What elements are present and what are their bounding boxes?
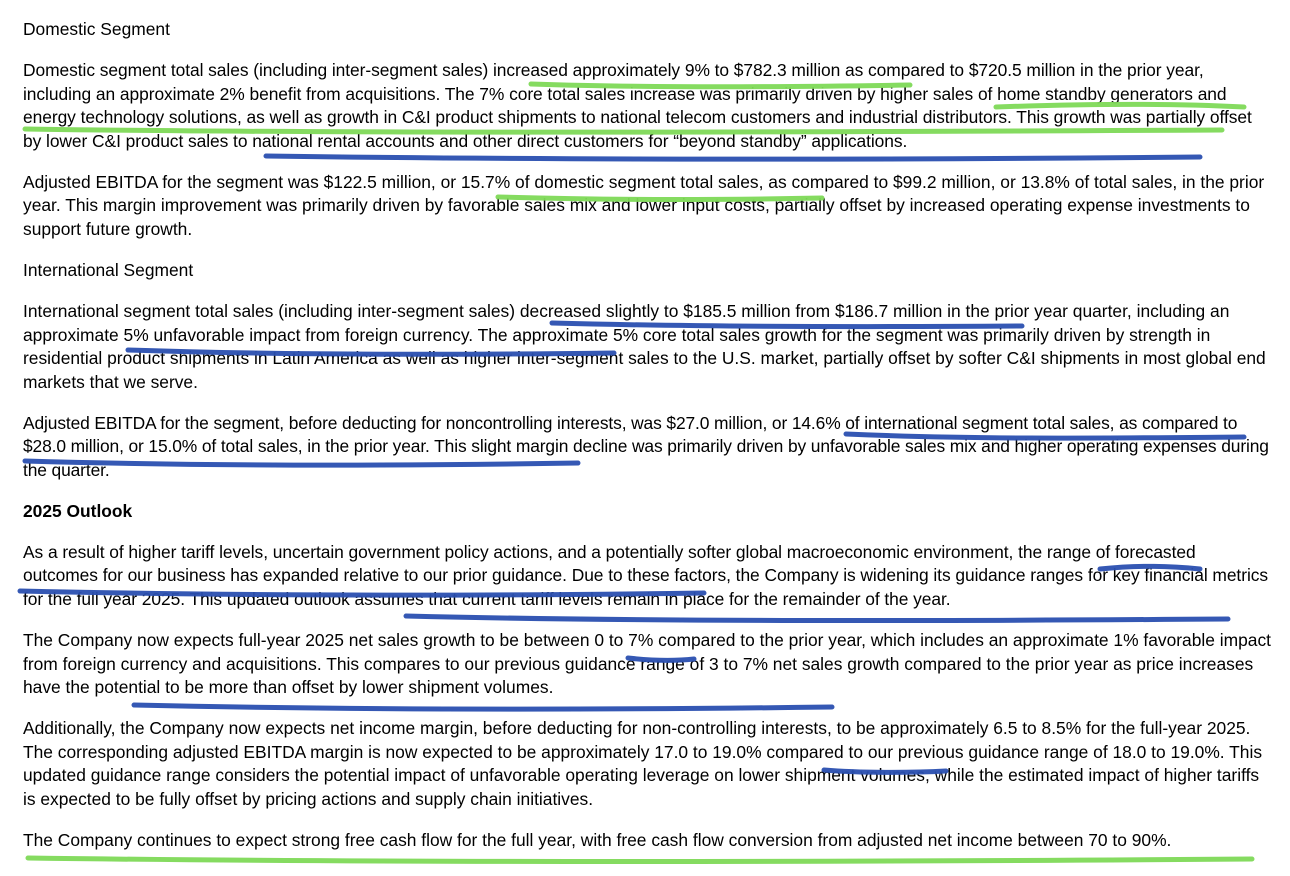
outlook-paragraph-margins: Additionally, the Company now expects net income margin, before deducting for non-controlling interests, to be approximately 6.5 to 8.5% for the full-year 2025. The corresponding adjusted EBITDA margin is now expected to be approximately 17.0 to 19.0% compared to our previous guidance range of 18.0 to 19.0%. This updated guidance range considers the potential impact of unfavorable operating leverage on lower shipment volumes, while the estimated impact of higher tariffs is expected to be fully offset by pricing actions and supply chain initiatives. — [23, 718, 1263, 809]
international-ebitda-paragraph: Adjusted EBITDA for the segment, before deducting for noncontrolling interests, was $27.0 million, or 14.6% of international segment total sales, as compared to $28.0 million, or 15.0% of total sales, in the prior year. This slight margin decline was primarily driven by unfavorable sales mix and higher operating expenses during the quarter. — [23, 412, 1269, 480]
outlook-paragraph-net-sales: The Company now expects full-year 2025 net sales growth to be between 0 to 7% compared to the prior year, which includes an approximate 1% favorable impact from foreign currency and acquisitions. This compares to our previous guidance range of 3 to 7% net sales growth compared to the prior year as price increases have the potential to be more than offset by lower shipment volumes. — [23, 630, 1271, 698]
outlook-heading: 2025 Outlook — [23, 500, 133, 521]
domestic-sales-paragraph: Domestic segment total sales (including inter-segment sales) increased approximately 9% to $782.3 million as compared to $720.5 million in the prior year, including an approximate 2% benefit from acquisitions. The 7% core total sales increase was primarily driven by higher sales of home standby generators and energy technology solutions, as well as growth in C&I product shipments to national telecom customers and industrial distributors. This growth was partially offset by lower C&I product sales to national rental accounts and other direct customers for “beyond standby” applications. — [23, 59, 1252, 151]
international-sales-paragraph: International segment total sales (including inter-segment sales) decreased slightly to $185.5 million from $186.7 million in the prior year quarter, including an approximate 5% unfavorable impact from foreign currency. The approximate 5% core total sales growth for the segment was primarily driven by strength in residential product shipments in Latin America as well as higher inter-segment sales to the U.S. market, partially offset by softer C&I shipments in most global end markets that we serve. — [23, 300, 1266, 392]
outlook-paragraph-free-cash-flow: The Company continues to expect strong free cash flow for the full year, with free cash flow conversion from adjusted net income between 70 to 90%. — [23, 829, 1172, 850]
document-page — [23, 18, 1273, 870]
outlook-paragraph-tariffs: As a result of higher tariff levels, uncertain government policy actions, and a potentially softer global macroeconomic environment, the range of forecasted outcomes for our business has expanded relative to our prior guidance. Due to these factors, the Company is widening its guidance ranges for key financial metrics for the full year 2025. This updated outlook assumes that current tariff levels remain in place for the remainder of the year. — [23, 541, 1269, 610]
domestic-segment-heading: Domestic Segment — [23, 19, 170, 39]
international-segment-heading: International Segment — [23, 259, 194, 280]
domestic-ebitda-paragraph: Adjusted EBITDA for the segment was $122.5 million, or 15.7% of domestic segment total sales, as compared to $99.2 million, or 13.8% of total sales, in the prior year. This margin improvement was primarily driven by favorable sales mix and lower input costs, partially offset by increased operating expense investments to support future growth. — [23, 171, 1265, 239]
